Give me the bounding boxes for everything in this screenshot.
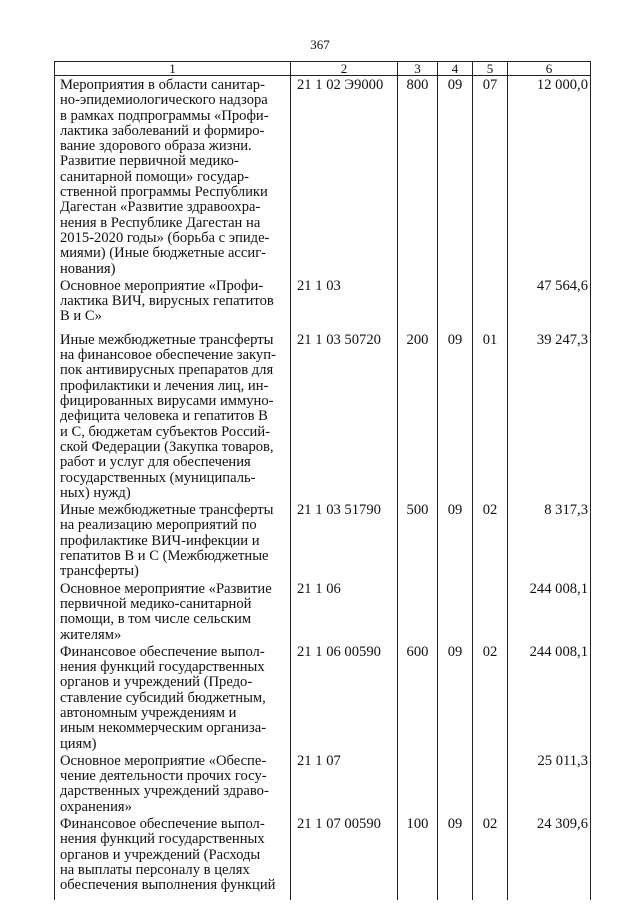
description-line: 2015-2020 годы» (борьба с эпиде- <box>60 229 270 246</box>
row-subsection <box>473 580 508 643</box>
column-header-6: 6 <box>508 62 591 76</box>
description-line: Финансовое обеспечение выпол- <box>60 816 265 833</box>
table-row <box>55 331 591 501</box>
description-line: органов и учреждений (Расходы <box>60 846 261 863</box>
row-section <box>438 580 473 643</box>
row-amount: 244 008,1 <box>508 643 591 752</box>
row-description <box>55 76 291 277</box>
row-section: 09 <box>438 331 473 501</box>
description-line: нения функций государственных <box>60 659 265 676</box>
row-expense-type: 600 <box>398 643 438 752</box>
description-line: первичной медико-санитарной <box>60 595 252 612</box>
row-description <box>55 331 291 501</box>
row-code: 21 1 03 50720 <box>291 331 398 501</box>
description-line: иным некоммерческим организа- <box>60 720 267 737</box>
column-header-2: 2 <box>291 62 398 76</box>
row-expense-type <box>398 752 438 815</box>
budget-table <box>54 61 591 900</box>
row-code: 21 1 02 Э9000 <box>291 76 398 277</box>
description-line: Иные межбюджетные трансферты <box>60 502 274 519</box>
description-line: нования) <box>60 260 116 277</box>
column-header-3: 3 <box>398 62 438 76</box>
description-line: Финансовое обеспечение выпол- <box>60 643 265 660</box>
description-line: санитарной помощи» государ- <box>60 168 250 185</box>
description-line: трансферты) <box>60 563 139 580</box>
row-amount: 12 000,0 <box>508 76 591 277</box>
row-description <box>55 752 291 815</box>
row-amount: 25 011,3 <box>508 752 591 815</box>
row-amount: 8 317,3 <box>508 501 591 579</box>
row-expense-type <box>398 277 438 331</box>
row-description <box>55 643 291 752</box>
description-line: жителям» <box>60 626 122 643</box>
row-code: 21 1 03 51790 <box>291 501 398 579</box>
description-line: ской Федерации (Закупка товаров, <box>60 438 274 455</box>
description-line: Дагестан «Развитие здравоохра- <box>60 199 261 216</box>
description-line: ственной программы Республики <box>60 184 268 201</box>
description-line: органов и учреждений (Предо- <box>60 674 253 691</box>
row-amount: 39 247,3 <box>508 331 591 501</box>
description-line: вание здорового образа жизни. <box>60 138 252 155</box>
description-line: на реализацию мероприятий по <box>60 517 257 534</box>
row-description <box>55 815 291 900</box>
row-code: 21 1 07 <box>291 752 398 815</box>
table-row <box>55 580 591 643</box>
column-header-4: 4 <box>438 62 473 76</box>
description-line: охранения» <box>60 798 132 815</box>
row-subsection <box>473 277 508 331</box>
table-row <box>55 815 591 900</box>
description-line: дефицита человека и гепатитов В <box>60 408 268 425</box>
table-body <box>55 76 591 901</box>
description-line: обеспечения выполнения функций <box>60 877 276 894</box>
row-code: 21 1 03 <box>291 277 398 331</box>
description-line: пок антивирусных препаратов для <box>60 362 274 379</box>
description-line: циям) <box>60 735 97 752</box>
row-section: 09 <box>438 501 473 579</box>
description-line: нения в Республике Дагестан на <box>60 214 261 231</box>
description-line: чение деятельности прочих госу- <box>60 768 267 785</box>
row-section: 09 <box>438 815 473 900</box>
description-line: государственных (муниципаль- <box>60 469 256 486</box>
description-line: фицированных вирусами иммуно- <box>60 393 274 410</box>
row-code: 21 1 07 00590 <box>291 815 398 900</box>
row-expense-type: 800 <box>398 76 438 277</box>
description-line: помощи, в том числе сельским <box>60 611 252 628</box>
row-amount: 47 564,6 <box>508 277 591 331</box>
table-row <box>55 277 591 331</box>
description-line: дарственных учреждений здраво- <box>60 783 269 800</box>
row-subsection: 02 <box>473 501 508 579</box>
description-line: и С, бюджетам субъектов Россий- <box>60 423 271 440</box>
description-line: работ и услуг для обеспечения <box>60 454 251 471</box>
row-description <box>55 501 291 579</box>
description-line: профилактики и лечения лиц, ин- <box>60 377 269 394</box>
description-line: нения функций государственных <box>60 831 265 848</box>
row-subsection: 02 <box>473 643 508 752</box>
description-line: ных) нужд) <box>60 484 131 501</box>
row-subsection: 02 <box>473 815 508 900</box>
row-expense-type <box>398 580 438 643</box>
row-subsection: 07 <box>473 76 508 277</box>
row-description <box>55 580 291 643</box>
description-line: в рамках подпрограммы «Профи- <box>60 107 269 124</box>
description-line: Основное мероприятие «Развитие <box>60 580 272 597</box>
description-line: Иные межбюджетные трансферты <box>60 331 274 348</box>
row-amount: 24 309,6 <box>508 815 591 900</box>
row-section: 09 <box>438 76 473 277</box>
row-subsection: 01 <box>473 331 508 501</box>
row-code: 21 1 06 00590 <box>291 643 398 752</box>
row-amount: 244 008,1 <box>508 580 591 643</box>
description-line: Основное мероприятие «Профи- <box>60 277 264 294</box>
table-row <box>55 752 591 815</box>
table-row <box>55 501 591 579</box>
description-line: на финансовое обеспечение закуп- <box>60 347 276 364</box>
table-header <box>55 62 591 76</box>
description-line: Развитие первичной медико- <box>60 153 239 170</box>
description-line: гепатитов В и С (Межбюджетные <box>60 548 269 565</box>
description-line: на выплаты персоналу в целях <box>60 861 250 878</box>
row-section: 09 <box>438 643 473 752</box>
page-number: 367 <box>310 37 330 52</box>
row-expense-type: 200 <box>398 331 438 501</box>
column-header-5: 5 <box>473 62 508 76</box>
description-line: лактика ВИЧ, вирусных гепатитов <box>60 293 274 310</box>
description-line: автономным учреждениям и <box>60 704 237 721</box>
row-description <box>55 277 291 331</box>
description-line: Мероприятия в области санитар- <box>60 77 265 93</box>
description-line: Основное мероприятие «Обеспе- <box>60 752 267 769</box>
row-subsection <box>473 752 508 815</box>
description-line: миями) (Иные бюджетные ассиг- <box>60 245 267 262</box>
row-code: 21 1 06 <box>291 580 398 643</box>
column-number-row <box>55 62 591 76</box>
row-section <box>438 752 473 815</box>
description-line: лактика заболеваний и формиро- <box>60 122 265 139</box>
column-header-1: 1 <box>55 62 291 76</box>
table-row <box>55 76 591 277</box>
table-row <box>55 643 591 752</box>
description-line: ставление субсидий бюджетным, <box>60 689 266 706</box>
description-line: профилактике ВИЧ-инфекции и <box>60 532 260 549</box>
row-expense-type: 100 <box>398 815 438 900</box>
row-expense-type: 500 <box>398 501 438 579</box>
description-line: В и С» <box>60 308 102 325</box>
row-section <box>438 277 473 331</box>
description-line: но-эпидемиологического надзора <box>60 92 268 109</box>
